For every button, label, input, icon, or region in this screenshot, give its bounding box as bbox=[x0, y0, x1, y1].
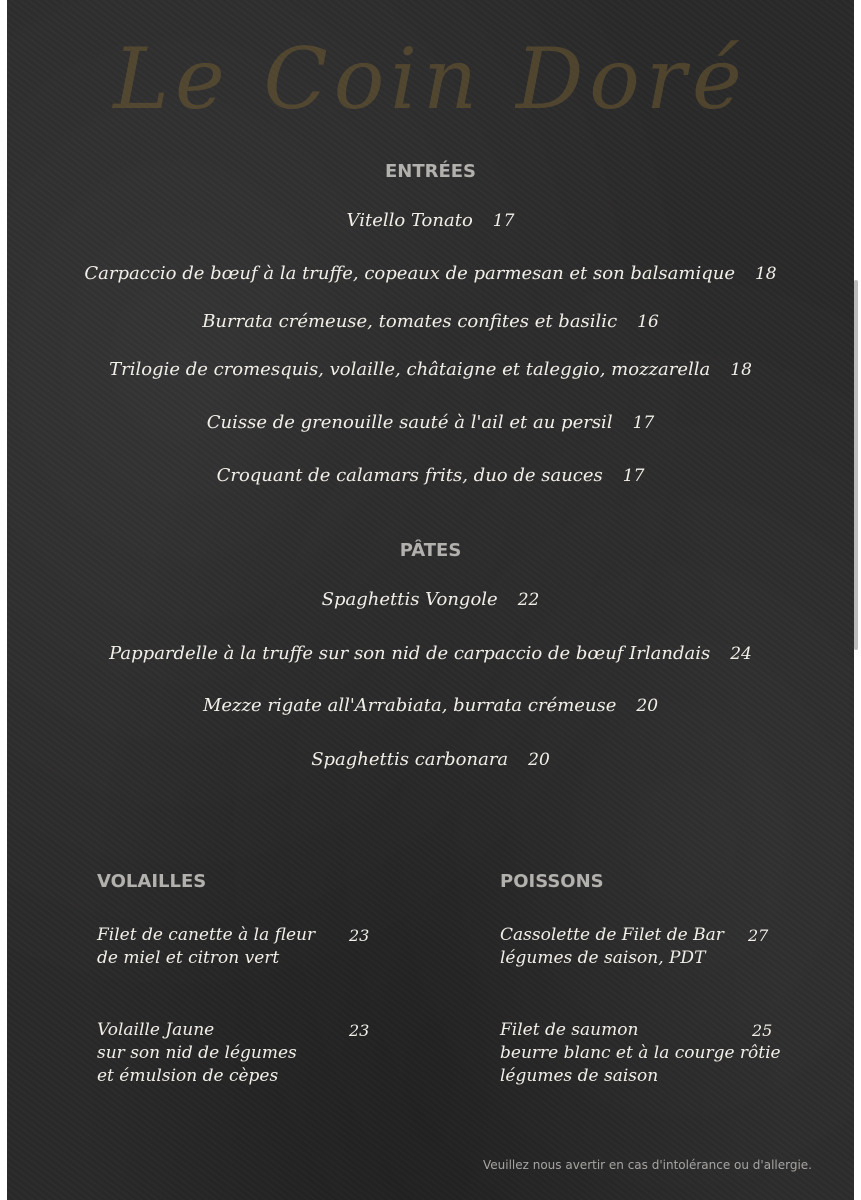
allergy-notice: Veuillez nous avertir en cas d'intolérance ou d'allergie. bbox=[482, 1158, 812, 1172]
dish-name: Mezze rigate all'Arrabiata, burrata crémeuse bbox=[202, 695, 617, 716]
section-title-pates: PÂTES bbox=[399, 540, 462, 561]
dish-line: Cassolette de Filet de Bar bbox=[500, 925, 724, 945]
menu-item bbox=[7, 412, 854, 433]
dish-name: Spaghettis carbonara bbox=[311, 749, 509, 770]
menu-item bbox=[7, 589, 854, 610]
dish-price: 22 bbox=[517, 590, 540, 610]
dish-line: légumes de saison, PDT bbox=[500, 948, 706, 968]
dish-price: 17 bbox=[622, 466, 645, 486]
menu-item bbox=[7, 210, 854, 231]
dish-price: 17 bbox=[632, 413, 655, 433]
dish-name: Spaghettis Vongole bbox=[321, 589, 498, 610]
dish-price: 20 bbox=[636, 696, 659, 716]
dish-name: Carpaccio de bœuf à la truffe, copeaux de parmesan et son balsamique bbox=[84, 263, 735, 284]
dish-name: Burrata crémeuse, tomates confites et basilic bbox=[202, 311, 618, 332]
dish-price: 16 bbox=[637, 312, 659, 332]
dish-line: beurre blanc et à la courge rôtie bbox=[500, 1043, 781, 1063]
dish-name: Pappardelle à la truffe sur son nid de carpaccio de bœuf Irlandais bbox=[109, 643, 711, 664]
restaurant-logo: Le Coin Doré bbox=[113, 30, 748, 128]
dish-line: légumes de saison bbox=[500, 1066, 659, 1086]
dish-line: sur son nid de légumes bbox=[97, 1043, 297, 1063]
menu-item bbox=[97, 924, 387, 970]
section-title-entrees: ENTRÉES bbox=[384, 161, 477, 182]
dish-price: 25 bbox=[752, 1021, 773, 1040]
dish-name: Vitello Tonato bbox=[346, 210, 473, 231]
menu-item bbox=[7, 643, 854, 664]
scrollbar[interactable] bbox=[854, 280, 858, 650]
dish-price: 18 bbox=[754, 264, 777, 284]
section-title-volailles: VOLAILLES bbox=[97, 871, 207, 892]
dish-name: Trilogie de cromesquis, volaille, châtaigne et taleggio, mozzarella bbox=[109, 359, 711, 380]
dish-line: Filet de saumon bbox=[500, 1020, 639, 1040]
menu-page bbox=[7, 0, 854, 1200]
dish-name: Cuisse de grenouille sauté à l'ail et au persil bbox=[206, 412, 613, 433]
dish-line: de miel et citron vert bbox=[97, 948, 280, 968]
menu-item bbox=[7, 749, 854, 770]
dish-price: 23 bbox=[349, 1021, 370, 1040]
dish-line: Volaille Jaune bbox=[97, 1020, 215, 1040]
menu-item bbox=[7, 359, 854, 380]
menu-item bbox=[500, 924, 790, 970]
dish-price: 23 bbox=[349, 926, 370, 945]
dish-price: 24 bbox=[730, 644, 752, 664]
menu-item bbox=[7, 695, 854, 716]
dish-line: Filet de canette à la fleur bbox=[97, 925, 316, 945]
dish-price: 17 bbox=[492, 211, 515, 231]
menu-item bbox=[500, 1019, 820, 1088]
menu-item bbox=[97, 1019, 387, 1088]
dish-price: 18 bbox=[730, 360, 752, 380]
dish-line: et émulsion de cèpes bbox=[97, 1066, 279, 1086]
menu-item bbox=[7, 311, 854, 332]
menu-item bbox=[7, 465, 854, 486]
dish-price: 27 bbox=[748, 926, 769, 945]
menu-item bbox=[7, 263, 854, 284]
dish-name: Croquant de calamars frits, duo de sauces bbox=[216, 465, 603, 486]
section-title-poissons: POISSONS bbox=[500, 871, 604, 892]
dish-price: 20 bbox=[528, 750, 550, 770]
